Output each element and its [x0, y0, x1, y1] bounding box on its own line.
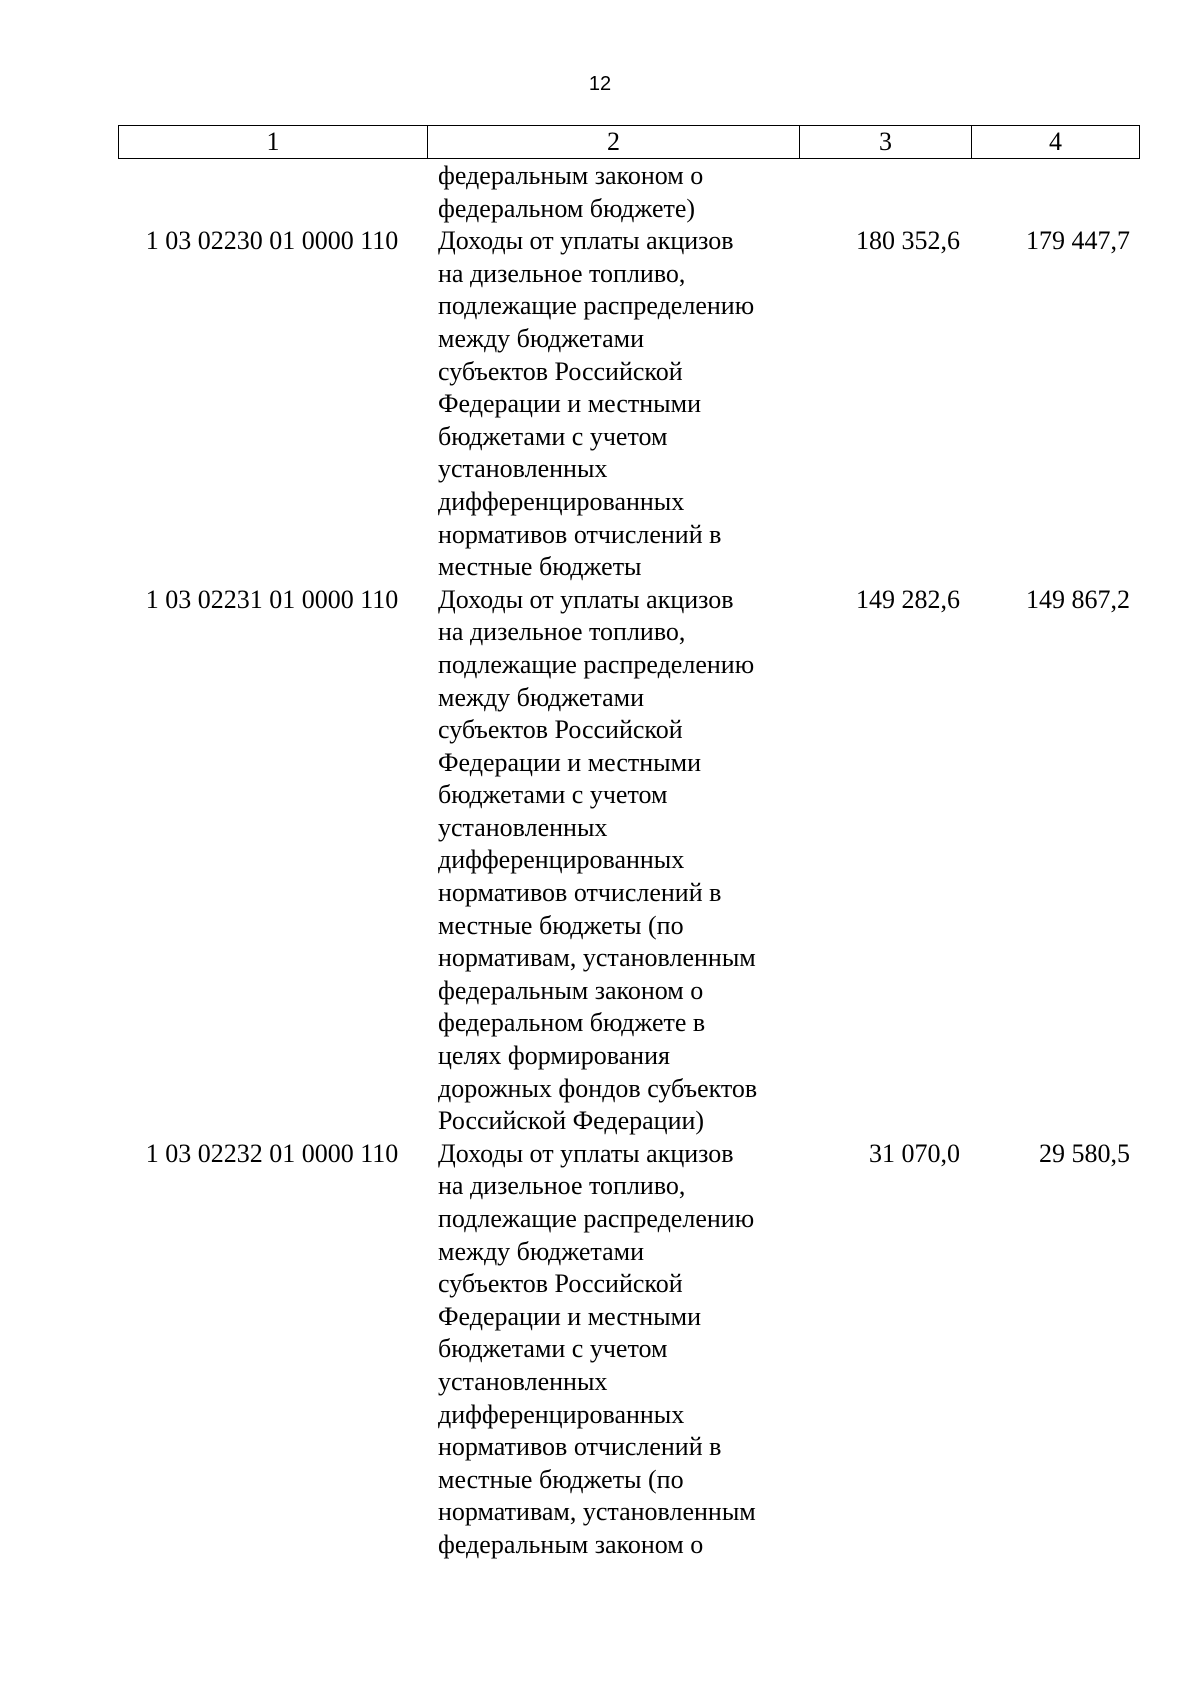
row-value-3	[798, 160, 970, 225]
header-cell-1: 1	[266, 127, 280, 156]
table-header-row	[118, 125, 1140, 159]
table-row	[118, 160, 1140, 225]
row-code: 1 03 02231 01 0000 110	[145, 584, 399, 614]
row-value-4: 29 580,5	[1039, 1138, 1130, 1168]
row-description: Доходы от уплаты акцизов на дизельное топливо, подлежащие распределению между бюджетами субъектов Российской Федерации и местными бюджетами с учетом установленных дифференцированных нормативов отчислений в местные бюджеты (по нормативам, установленным федеральным законом о федеральном бюджете в целях формирования дорожных фондов субъектов Российской Федерации)	[438, 584, 758, 1136]
row-description: федеральным законом о федеральном бюджете)	[438, 161, 704, 223]
row-value-3: 180 352,6	[856, 226, 960, 256]
row-value-4: 179 447,7	[1026, 226, 1130, 256]
row-value-4	[970, 160, 1140, 225]
row-value-3: 31 070,0	[869, 1138, 960, 1168]
row-value-3: 149 282,6	[856, 584, 960, 614]
row-value-4: 149 867,2	[1026, 584, 1130, 614]
table-row	[118, 584, 1140, 1138]
row-description: Доходы от уплаты акцизов на дизельное топливо, подлежащие распределению между бюджетами субъектов Российской Федерации и местными бюджетами с учетом установленных дифференцированных нормативов отчислений в местные бюджеты	[438, 226, 755, 582]
table-body	[118, 160, 1140, 1562]
header-cell-4: 4	[971, 126, 1139, 158]
row-code: 1 03 02230 01 0000 110	[145, 226, 399, 256]
row-code: 1 03 02232 01 0000 110	[145, 1138, 399, 1168]
row-description: Доходы от уплаты акцизов на дизельное топливо, подлежащие распределению между бюджетами субъектов Российской Федерации и местными бюджетами с учетом установленных дифференцированных нормативов отчислений в местные бюджеты (по нормативам, установленным федеральным законом о	[438, 1138, 756, 1559]
table-row	[118, 225, 1140, 584]
header-cell-2: 2	[427, 126, 799, 158]
row-code	[118, 160, 426, 225]
page-number: 12	[588, 73, 612, 95]
table-row	[118, 1138, 1140, 1562]
header-cell-3: 3	[799, 126, 971, 158]
